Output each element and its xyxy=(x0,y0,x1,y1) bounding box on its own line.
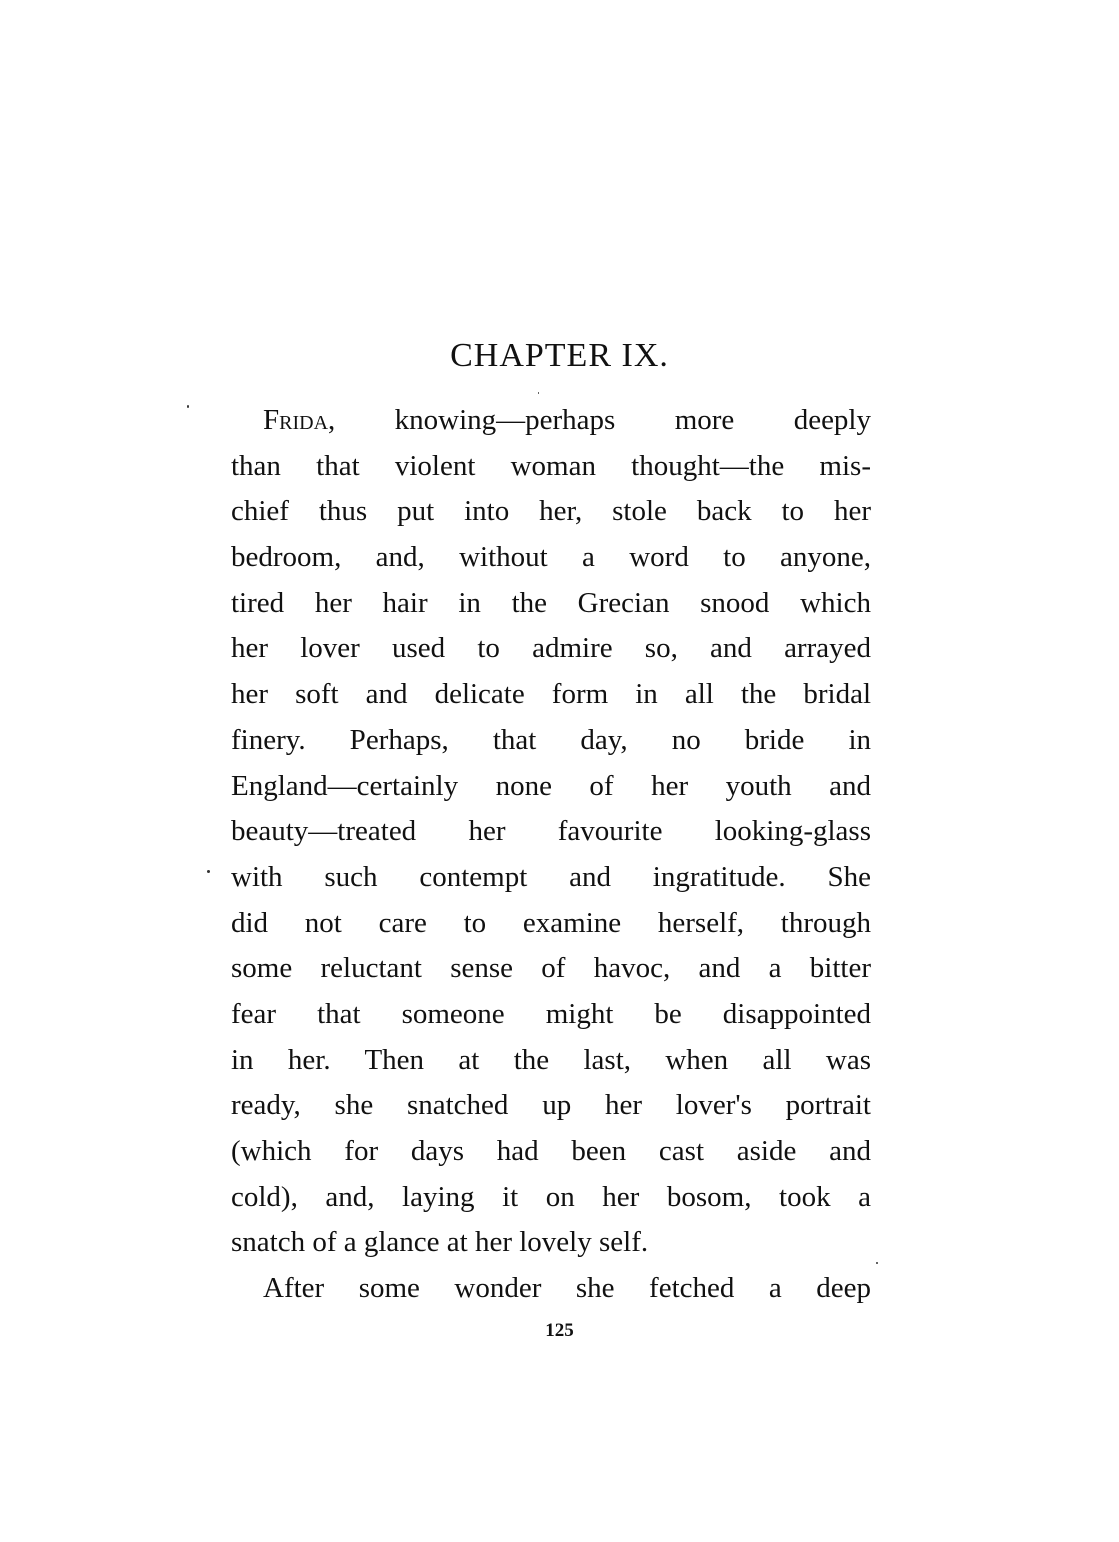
text-line: England—certainly none of her youth and xyxy=(231,769,871,802)
text-line: fear that someone might be disappointed xyxy=(231,997,871,1030)
text-line: her soft and delicate form in all the bridal xyxy=(231,678,871,711)
text-line: did not care to examine herself, through xyxy=(231,906,871,939)
print-speck xyxy=(538,392,539,394)
print-speck xyxy=(207,870,210,873)
text-line: ready, she snatched up her lover's portrait xyxy=(231,1089,871,1122)
text-line: with such contempt and ingratitude. She xyxy=(231,860,871,893)
text-line: finery. Perhaps, that day, no bride in xyxy=(231,723,871,756)
text-line: beauty—treated her favourite looking-glass xyxy=(231,815,871,848)
text-line: cold), and, laying it on her bosom, took a xyxy=(231,1180,871,1213)
text-line: than that violent woman thought—the mis- xyxy=(231,449,871,482)
opening-word: Frida, xyxy=(263,404,336,436)
text-line: (which for days had been cast aside and xyxy=(231,1135,871,1167)
text-line: bedroom, and, without a word to anyone, xyxy=(231,541,871,574)
chapter-title: CHAPTER IX. xyxy=(450,337,669,374)
text-line: her lover used to admire so, and arrayed xyxy=(231,632,871,665)
text-line: tired her hair in the Grecian snood which xyxy=(231,586,871,619)
text-line: in her. Then at the last, when all was xyxy=(231,1043,871,1076)
text-line: After some wonder she fetched a deep xyxy=(263,1272,871,1305)
body-text xyxy=(231,398,871,1312)
text-line: some reluctant sense of havoc, and a bitter xyxy=(231,952,871,985)
text-line: chief thus put into her, stole back to her xyxy=(231,495,871,528)
print-speck xyxy=(187,405,189,408)
text-line: snatch of a glance at her lovely self. xyxy=(231,1226,649,1259)
page-number: 125 xyxy=(545,1320,574,1341)
print-speck xyxy=(876,1262,878,1264)
text-line: Frida, knowing—perhaps more deeply xyxy=(263,404,871,436)
